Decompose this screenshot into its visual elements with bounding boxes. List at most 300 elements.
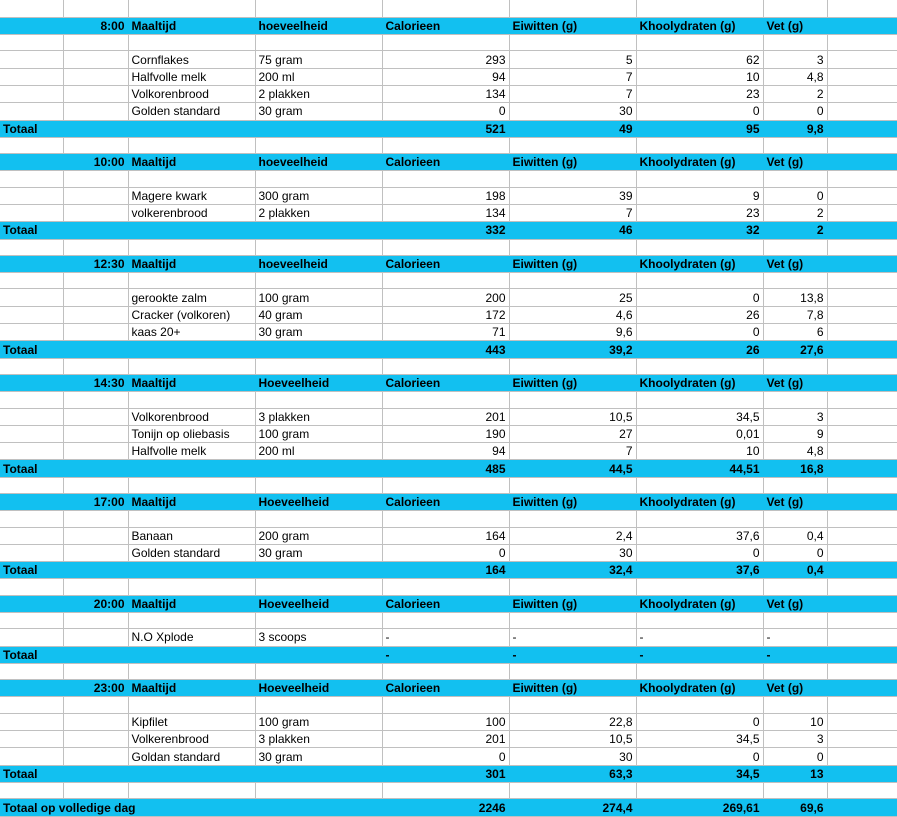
cell-col-food[interactable] (128, 0, 255, 17)
cell-col-protein[interactable]: 4,6 (509, 306, 636, 323)
cell-col-a[interactable] (0, 579, 63, 595)
cell-col-fat[interactable] (763, 273, 827, 289)
cell-col-calories[interactable]: Calorieen (382, 374, 509, 391)
cell-col-food[interactable] (128, 120, 255, 137)
cell-col-calories[interactable] (382, 273, 509, 289)
cell-col-protein[interactable]: 39,2 (509, 341, 636, 358)
cell-col-time[interactable] (63, 273, 128, 289)
cell-col-amount[interactable] (255, 477, 382, 493)
cell-col-food[interactable]: Tonijn op oliebasis (128, 425, 255, 442)
cell-col-protein[interactable]: 5 (509, 51, 636, 68)
cell-col-food[interactable] (128, 358, 255, 374)
cell-col-a[interactable] (0, 713, 63, 730)
cell-col-time[interactable] (63, 782, 128, 798)
cell-col-calories[interactable] (382, 171, 509, 187)
cell-col-food[interactable] (128, 239, 255, 255)
cell-col-calories[interactable]: 134 (382, 205, 509, 222)
cell-col-amount[interactable]: 2 plakken (255, 205, 382, 222)
cell-col-amount[interactable]: 200 gram (255, 527, 382, 544)
cell-col-food[interactable]: Cracker (volkoren) (128, 306, 255, 323)
cell-col-a[interactable] (0, 408, 63, 425)
cell-col-extra[interactable] (827, 0, 897, 17)
cell-col-fat[interactable]: 0 (763, 544, 827, 561)
cell-col-amount[interactable] (255, 663, 382, 679)
cell-col-amount[interactable]: 30 gram (255, 544, 382, 561)
cell-col-food[interactable]: Volkorenbrood (128, 85, 255, 102)
cell-col-time[interactable] (63, 187, 128, 204)
cell-col-a[interactable] (0, 680, 63, 697)
cell-col-time[interactable] (63, 477, 128, 493)
cell-col-carbs[interactable] (636, 511, 763, 527)
cell-col-a[interactable] (0, 255, 63, 272)
cell-col-amount[interactable] (255, 239, 382, 255)
cell-col-carbs[interactable]: - (636, 629, 763, 646)
cell-col-protein[interactable]: Eiwitten (g) (509, 595, 636, 612)
cell-col-a[interactable]: Totaal (0, 765, 63, 782)
cell-col-fat[interactable] (763, 35, 827, 51)
cell-col-amount[interactable]: 30 gram (255, 324, 382, 341)
cell-col-extra[interactable] (827, 289, 897, 306)
cell-col-fat[interactable] (763, 511, 827, 527)
cell-col-carbs[interactable]: 26 (636, 341, 763, 358)
cell-col-time[interactable] (63, 392, 128, 408)
cell-col-calories[interactable]: 521 (382, 120, 509, 137)
cell-col-food[interactable] (128, 511, 255, 527)
cell-col-fat[interactable]: 9,8 (763, 120, 827, 137)
cell-col-carbs[interactable]: 0 (636, 324, 763, 341)
cell-col-time[interactable] (63, 697, 128, 713)
cell-col-carbs[interactable] (636, 663, 763, 679)
cell-col-protein[interactable]: Eiwitten (g) (509, 255, 636, 272)
cell-col-carbs[interactable]: 34,5 (636, 765, 763, 782)
cell-col-calories[interactable]: 172 (382, 306, 509, 323)
cell-col-a[interactable] (0, 171, 63, 187)
cell-col-calories[interactable]: 134 (382, 85, 509, 102)
cell-col-calories[interactable]: - (382, 629, 509, 646)
cell-col-fat[interactable]: 4,8 (763, 68, 827, 85)
cell-col-time[interactable] (63, 663, 128, 679)
cell-col-a[interactable] (0, 392, 63, 408)
cell-col-amount[interactable] (255, 392, 382, 408)
cell-col-time[interactable] (63, 443, 128, 460)
cell-col-a[interactable] (0, 85, 63, 102)
cell-col-time[interactable]: 17:00 (63, 493, 128, 510)
cell-col-fat[interactable]: 69,6 (763, 799, 827, 817)
cell-col-carbs[interactable]: 0 (636, 289, 763, 306)
cell-col-carbs[interactable]: 0 (636, 713, 763, 730)
cell-col-protein[interactable]: 44,5 (509, 460, 636, 477)
cell-col-protein[interactable] (509, 171, 636, 187)
cell-col-amount[interactable] (255, 137, 382, 153)
cell-col-carbs[interactable]: 37,6 (636, 562, 763, 579)
cell-col-fat[interactable] (763, 697, 827, 713)
cell-col-fat[interactable]: Vet (g) (763, 154, 827, 171)
cell-col-time[interactable] (63, 306, 128, 323)
cell-col-a[interactable] (0, 68, 63, 85)
cell-col-extra[interactable] (827, 239, 897, 255)
cell-col-calories[interactable] (382, 613, 509, 629)
cell-col-extra[interactable] (827, 425, 897, 442)
cell-col-a[interactable]: Totaal op volledige dag (0, 799, 255, 817)
cell-col-protein[interactable]: 22,8 (509, 713, 636, 730)
cell-col-food[interactable]: Maaltijd (128, 680, 255, 697)
cell-col-amount[interactable]: Hoeveelheid (255, 493, 382, 510)
cell-col-a[interactable] (0, 273, 63, 289)
cell-col-extra[interactable] (827, 544, 897, 561)
cell-col-carbs[interactable]: - (636, 646, 763, 663)
cell-col-carbs[interactable]: 37,6 (636, 527, 763, 544)
cell-col-time[interactable]: 23:00 (63, 680, 128, 697)
cell-col-protein[interactable]: 7 (509, 68, 636, 85)
cell-col-carbs[interactable]: 26 (636, 306, 763, 323)
cell-col-extra[interactable] (827, 35, 897, 51)
cell-col-time[interactable] (63, 222, 128, 239)
cell-col-time[interactable] (63, 85, 128, 102)
cell-col-time[interactable] (63, 544, 128, 561)
cell-col-protein[interactable] (509, 239, 636, 255)
cell-col-protein[interactable]: 7 (509, 205, 636, 222)
cell-col-time[interactable]: 12:30 (63, 255, 128, 272)
cell-col-amount[interactable] (255, 511, 382, 527)
cell-col-a[interactable] (0, 629, 63, 646)
cell-col-protein[interactable] (509, 35, 636, 51)
cell-col-carbs[interactable] (636, 35, 763, 51)
cell-col-a[interactable] (0, 731, 63, 748)
cell-col-protein[interactable]: 25 (509, 289, 636, 306)
cell-col-extra[interactable] (827, 579, 897, 595)
cell-col-fat[interactable]: 0,4 (763, 562, 827, 579)
cell-col-food[interactable]: Halfvolle melk (128, 68, 255, 85)
cell-col-fat[interactable] (763, 239, 827, 255)
cell-col-amount[interactable] (255, 460, 382, 477)
cell-col-time[interactable] (63, 613, 128, 629)
cell-col-food[interactable] (128, 646, 255, 663)
cell-col-amount[interactable]: hoeveelheid (255, 154, 382, 171)
cell-col-fat[interactable] (763, 392, 827, 408)
cell-col-fat[interactable]: Vet (g) (763, 493, 827, 510)
cell-col-food[interactable] (128, 782, 255, 798)
cell-col-extra[interactable] (827, 799, 897, 817)
cell-col-protein[interactable]: 30 (509, 544, 636, 561)
cell-col-a[interactable] (0, 374, 63, 391)
cell-col-fat[interactable]: 9 (763, 425, 827, 442)
cell-col-a[interactable] (0, 306, 63, 323)
cell-col-time[interactable] (63, 765, 128, 782)
cell-col-fat[interactable]: Vet (g) (763, 595, 827, 612)
cell-col-amount[interactable]: 3 plakken (255, 408, 382, 425)
cell-col-extra[interactable] (827, 103, 897, 120)
cell-col-food[interactable]: Golden standard (128, 544, 255, 561)
cell-col-carbs[interactable]: 0,01 (636, 425, 763, 442)
cell-col-food[interactable]: Cornflakes (128, 51, 255, 68)
cell-col-time[interactable] (63, 324, 128, 341)
cell-col-time[interactable] (63, 35, 128, 51)
cell-col-protein[interactable]: 63,3 (509, 765, 636, 782)
cell-col-calories[interactable]: Calorieen (382, 680, 509, 697)
cell-col-fat[interactable]: 0 (763, 748, 827, 765)
cell-col-food[interactable]: Maaltijd (128, 154, 255, 171)
cell-col-food[interactable] (128, 562, 255, 579)
cell-col-a[interactable] (0, 289, 63, 306)
cell-col-calories[interactable]: 0 (382, 544, 509, 561)
cell-col-fat[interactable]: 2 (763, 205, 827, 222)
cell-col-food[interactable]: Maaltijd (128, 255, 255, 272)
cell-col-fat[interactable]: - (763, 646, 827, 663)
cell-col-calories[interactable] (382, 782, 509, 798)
cell-col-protein[interactable]: 39 (509, 187, 636, 204)
cell-col-carbs[interactable] (636, 782, 763, 798)
cell-col-food[interactable] (128, 273, 255, 289)
cell-col-a[interactable] (0, 443, 63, 460)
cell-col-a[interactable] (0, 782, 63, 798)
cell-col-calories[interactable] (382, 0, 509, 17)
cell-col-extra[interactable] (827, 443, 897, 460)
cell-col-extra[interactable] (827, 17, 897, 34)
cell-col-extra[interactable] (827, 120, 897, 137)
cell-col-carbs[interactable]: 269,61 (636, 799, 763, 817)
cell-col-extra[interactable] (827, 68, 897, 85)
cell-col-carbs[interactable]: 0 (636, 103, 763, 120)
cell-col-time[interactable] (63, 205, 128, 222)
cell-col-extra[interactable] (827, 222, 897, 239)
cell-col-calories[interactable] (382, 579, 509, 595)
cell-col-a[interactable]: Totaal (0, 120, 63, 137)
cell-col-protein[interactable] (509, 137, 636, 153)
cell-col-carbs[interactable]: Khoolydraten (g) (636, 154, 763, 171)
cell-col-fat[interactable] (763, 358, 827, 374)
cell-col-amount[interactable] (255, 765, 382, 782)
cell-col-time[interactable]: 10:00 (63, 154, 128, 171)
cell-col-extra[interactable] (827, 205, 897, 222)
cell-col-fat[interactable]: 27,6 (763, 341, 827, 358)
cell-col-extra[interactable] (827, 663, 897, 679)
cell-col-amount[interactable]: 200 ml (255, 443, 382, 460)
cell-col-time[interactable] (63, 137, 128, 153)
cell-col-food[interactable] (128, 477, 255, 493)
cell-col-amount[interactable] (255, 171, 382, 187)
cell-col-protein[interactable] (509, 579, 636, 595)
cell-col-time[interactable] (63, 51, 128, 68)
cell-col-amount[interactable]: Hoeveelheid (255, 374, 382, 391)
cell-col-calories[interactable]: 2246 (382, 799, 509, 817)
cell-col-carbs[interactable]: 44,51 (636, 460, 763, 477)
cell-col-fat[interactable]: 2 (763, 222, 827, 239)
cell-col-fat[interactable]: 13,8 (763, 289, 827, 306)
cell-col-time[interactable] (63, 425, 128, 442)
cell-col-protein[interactable]: Eiwitten (g) (509, 493, 636, 510)
cell-col-carbs[interactable] (636, 239, 763, 255)
cell-col-food[interactable]: Banaan (128, 527, 255, 544)
cell-col-extra[interactable] (827, 392, 897, 408)
cell-col-calories[interactable]: Calorieen (382, 17, 509, 34)
cell-col-food[interactable] (128, 35, 255, 51)
cell-col-protein[interactable]: 7 (509, 85, 636, 102)
cell-col-time[interactable] (63, 171, 128, 187)
cell-col-food[interactable]: Halfvolle melk (128, 443, 255, 460)
cell-col-protein[interactable]: 30 (509, 748, 636, 765)
cell-col-amount[interactable] (255, 341, 382, 358)
cell-col-amount[interactable]: 100 gram (255, 289, 382, 306)
cell-col-protein[interactable]: 10,5 (509, 408, 636, 425)
cell-col-fat[interactable]: Vet (g) (763, 255, 827, 272)
cell-col-amount[interactable]: hoeveelheid (255, 255, 382, 272)
cell-col-amount[interactable]: Hoeveelheid (255, 680, 382, 697)
cell-col-a[interactable] (0, 35, 63, 51)
cell-col-extra[interactable] (827, 137, 897, 153)
cell-col-time[interactable] (63, 358, 128, 374)
cell-col-protein[interactable]: 32,4 (509, 562, 636, 579)
cell-col-fat[interactable] (763, 579, 827, 595)
cell-col-amount[interactable] (255, 613, 382, 629)
cell-col-extra[interactable] (827, 358, 897, 374)
cell-col-protein[interactable]: Eiwitten (g) (509, 374, 636, 391)
cell-col-extra[interactable] (827, 697, 897, 713)
cell-col-time[interactable] (63, 646, 128, 663)
cell-col-extra[interactable] (827, 374, 897, 391)
cell-col-amount[interactable] (255, 562, 382, 579)
cell-col-extra[interactable] (827, 731, 897, 748)
cell-col-extra[interactable] (827, 154, 897, 171)
cell-col-fat[interactable] (763, 613, 827, 629)
cell-col-amount[interactable]: 3 scoops (255, 629, 382, 646)
cell-col-time[interactable] (63, 68, 128, 85)
cell-col-extra[interactable] (827, 51, 897, 68)
cell-col-fat[interactable]: 0 (763, 187, 827, 204)
cell-col-fat[interactable]: 3 (763, 51, 827, 68)
cell-col-time[interactable] (63, 0, 128, 17)
cell-col-carbs[interactable]: 9 (636, 187, 763, 204)
cell-col-time[interactable] (63, 460, 128, 477)
cell-col-amount[interactable]: 30 gram (255, 748, 382, 765)
cell-col-amount[interactable]: hoeveelheid (255, 17, 382, 34)
cell-col-calories[interactable] (382, 35, 509, 51)
cell-col-fat[interactable]: Vet (g) (763, 374, 827, 391)
cell-col-fat[interactable]: 0,4 (763, 527, 827, 544)
cell-col-carbs[interactable] (636, 137, 763, 153)
cell-col-extra[interactable] (827, 324, 897, 341)
cell-col-a[interactable] (0, 358, 63, 374)
cell-col-a[interactable] (0, 748, 63, 765)
cell-col-fat[interactable]: 6 (763, 324, 827, 341)
cell-col-carbs[interactable]: 23 (636, 85, 763, 102)
cell-col-time[interactable] (63, 562, 128, 579)
cell-col-calories[interactable]: Calorieen (382, 255, 509, 272)
cell-col-food[interactable]: Goldan standard (128, 748, 255, 765)
cell-col-fat[interactable] (763, 782, 827, 798)
cell-col-food[interactable] (128, 579, 255, 595)
cell-col-a[interactable] (0, 511, 63, 527)
cell-col-protein[interactable]: 9,6 (509, 324, 636, 341)
cell-col-food[interactable] (128, 137, 255, 153)
cell-col-amount[interactable]: 40 gram (255, 306, 382, 323)
cell-col-time[interactable] (63, 527, 128, 544)
cell-col-calories[interactable]: 190 (382, 425, 509, 442)
cell-col-carbs[interactable]: 34,5 (636, 731, 763, 748)
cell-col-fat[interactable] (763, 0, 827, 17)
cell-col-protein[interactable]: - (509, 629, 636, 646)
cell-col-amount[interactable]: 100 gram (255, 713, 382, 730)
cell-col-a[interactable] (0, 425, 63, 442)
cell-col-extra[interactable] (827, 273, 897, 289)
cell-col-fat[interactable] (763, 477, 827, 493)
cell-col-carbs[interactable] (636, 613, 763, 629)
cell-col-a[interactable] (0, 324, 63, 341)
cell-col-calories[interactable]: - (382, 646, 509, 663)
cell-col-food[interactable]: volkerenbrood (128, 205, 255, 222)
cell-col-extra[interactable] (827, 613, 897, 629)
cell-col-carbs[interactable]: 10 (636, 443, 763, 460)
cell-col-food[interactable]: Volkerenbrood (128, 731, 255, 748)
cell-col-carbs[interactable]: 95 (636, 120, 763, 137)
cell-col-calories[interactable]: 201 (382, 408, 509, 425)
cell-col-protein[interactable] (509, 273, 636, 289)
cell-col-a[interactable] (0, 595, 63, 612)
cell-col-calories[interactable]: 0 (382, 103, 509, 120)
cell-col-carbs[interactable]: 10 (636, 68, 763, 85)
cell-col-carbs[interactable]: Khoolydraten (g) (636, 595, 763, 612)
cell-col-a[interactable] (0, 137, 63, 153)
cell-col-extra[interactable] (827, 748, 897, 765)
cell-col-protein[interactable] (509, 477, 636, 493)
cell-col-a[interactable] (0, 544, 63, 561)
cell-col-extra[interactable] (827, 493, 897, 510)
cell-col-protein[interactable]: Eiwitten (g) (509, 680, 636, 697)
cell-col-amount[interactable]: 200 ml (255, 68, 382, 85)
cell-col-protein[interactable] (509, 782, 636, 798)
cell-col-a[interactable] (0, 663, 63, 679)
cell-col-fat[interactable]: 0 (763, 103, 827, 120)
cell-col-a[interactable]: Totaal (0, 460, 63, 477)
cell-col-a[interactable]: Totaal (0, 646, 63, 663)
cell-col-time[interactable]: 14:30 (63, 374, 128, 391)
cell-col-carbs[interactable]: 32 (636, 222, 763, 239)
cell-col-calories[interactable]: Calorieen (382, 154, 509, 171)
cell-col-carbs[interactable]: Khoolydraten (g) (636, 680, 763, 697)
cell-col-fat[interactable] (763, 137, 827, 153)
cell-col-carbs[interactable]: 62 (636, 51, 763, 68)
cell-col-protein[interactable]: Eiwitten (g) (509, 154, 636, 171)
cell-col-fat[interactable] (763, 663, 827, 679)
cell-col-protein[interactable] (509, 511, 636, 527)
cell-col-amount[interactable]: 100 gram (255, 425, 382, 442)
cell-col-a[interactable]: Totaal (0, 562, 63, 579)
cell-col-amount[interactable] (255, 579, 382, 595)
cell-col-fat[interactable]: 10 (763, 713, 827, 730)
cell-col-time[interactable] (63, 408, 128, 425)
cell-col-a[interactable] (0, 187, 63, 204)
cell-col-extra[interactable] (827, 341, 897, 358)
cell-col-carbs[interactable]: 34,5 (636, 408, 763, 425)
cell-col-time[interactable] (63, 239, 128, 255)
cell-col-time[interactable] (63, 731, 128, 748)
cell-col-calories[interactable] (382, 358, 509, 374)
cell-col-carbs[interactable]: 23 (636, 205, 763, 222)
cell-col-food[interactable] (128, 341, 255, 358)
cell-col-a[interactable] (0, 154, 63, 171)
cell-col-calories[interactable]: 0 (382, 748, 509, 765)
cell-col-food[interactable] (128, 663, 255, 679)
cell-col-food[interactable]: Maaltijd (128, 17, 255, 34)
cell-col-calories[interactable]: 200 (382, 289, 509, 306)
cell-col-fat[interactable]: 3 (763, 408, 827, 425)
cell-col-carbs[interactable] (636, 171, 763, 187)
cell-col-calories[interactable]: 100 (382, 713, 509, 730)
cell-col-a[interactable] (0, 0, 63, 17)
cell-col-protein[interactable] (509, 697, 636, 713)
cell-col-calories[interactable]: 164 (382, 562, 509, 579)
cell-col-extra[interactable] (827, 595, 897, 612)
cell-col-amount[interactable]: Hoeveelheid (255, 595, 382, 612)
